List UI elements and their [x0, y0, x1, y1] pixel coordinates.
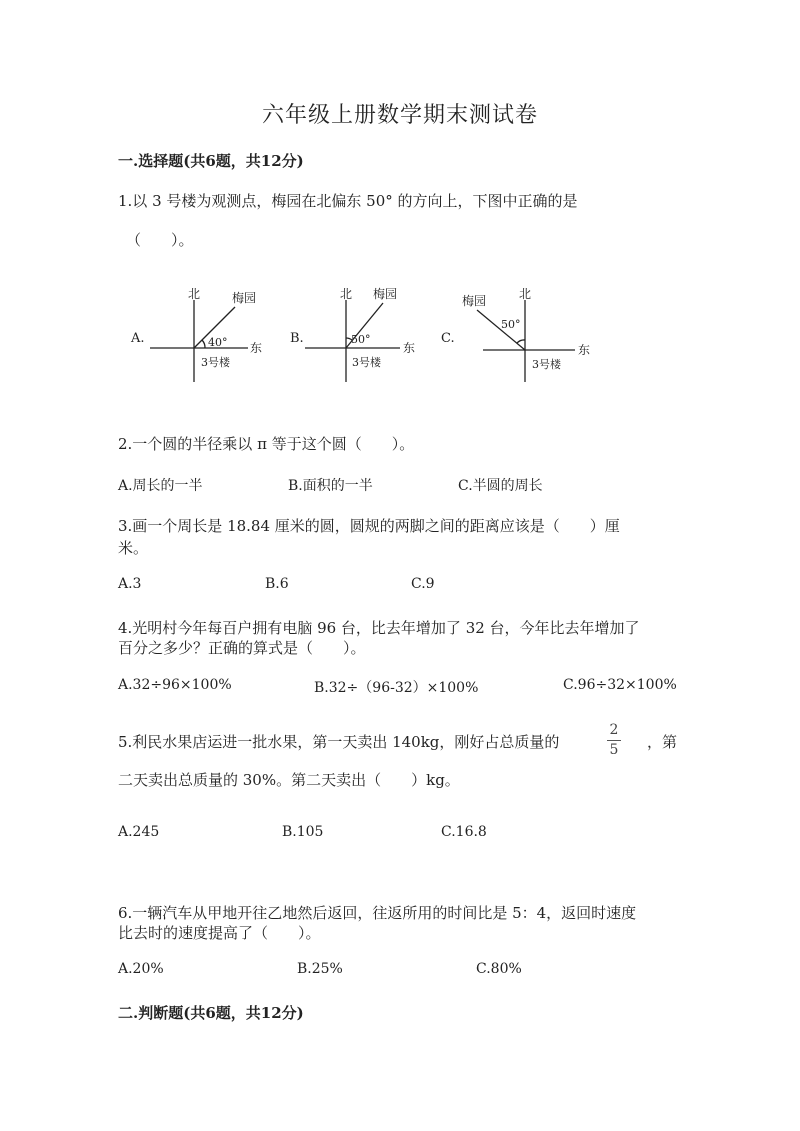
fig-b-building-label: 3号楼 [352, 356, 381, 369]
question-4-option-b[interactable]: B.32÷（96-32）×100% [314, 680, 479, 696]
question-2-option-b[interactable]: B.面积的一半 [288, 478, 373, 494]
fig-c-angle-arc [517, 340, 525, 343]
fig-a-north-label: 北 [188, 287, 201, 301]
question-2-option-c[interactable]: C.半圆的周长 [458, 478, 543, 494]
question-4-text: 4.光明村今年每百户拥有电脑 96 台，比去年增加了 32 台，今年比去年增加了 [118, 619, 640, 637]
question-2-text: 2.一个圆的半径乘以 π 等于这个圆（ ）。 [118, 435, 415, 453]
question-6-text: 6.一辆汽车从甲地开往乙地然后返回，往返所用的时间比是 5：4，返回时速度 [118, 904, 637, 922]
fig-b-north-label: 北 [340, 287, 353, 301]
question-4-text-cont: 百分之多少？正确的算式是（ ）。 [118, 639, 366, 657]
fig-c-garden-label: 梅园 [462, 294, 487, 308]
question-1-figures [0, 0, 800, 420]
fig-c-east-label: 东 [578, 343, 591, 357]
fig-c-north-label: 北 [519, 287, 532, 301]
fig-c-angle-label: 50° [501, 318, 521, 331]
fig-c-label: C. [441, 331, 455, 346]
fig-a-label: A. [131, 331, 145, 346]
question-3-option-b[interactable]: B.6 [265, 576, 289, 592]
question-3-option-c[interactable]: C.9 [411, 576, 435, 592]
fig-b-east-label: 东 [403, 341, 416, 355]
question-5-option-b[interactable]: B.105 [282, 824, 324, 840]
fig-a-east-label: 东 [250, 341, 263, 355]
fig-a-angle-arc [202, 340, 205, 348]
question-5-option-c[interactable]: C.16.8 [441, 824, 487, 840]
question-6-option-c[interactable]: C.80% [476, 961, 522, 977]
fig-c-building-label: 3号楼 [532, 358, 561, 371]
question-6-option-a[interactable]: A.20% [118, 961, 164, 977]
fraction-numerator: 2 [609, 722, 619, 738]
fraction-denominator: 5 [609, 742, 619, 758]
page-title: 六年级上册数学期末测试卷 [261, 103, 538, 128]
question-5-text-cont: 二天卖出总质量的 30%。第二天卖出（ ）kg。 [118, 771, 460, 789]
question-3-text: 3.画一个周长是 18.84 厘米的圆，圆规的两脚之间的距离应该是（ ）厘 [118, 517, 620, 535]
fig-b-angle-label: 50° [351, 333, 371, 346]
question-5-text-tail: ，第 [647, 733, 678, 751]
question-5-text: 5.利民水果店运进一批水果，第一天卖出 140kg，刚好占总质量的 [118, 733, 560, 751]
question-4-option-a[interactable]: A.32÷96×100% [118, 677, 232, 693]
fig-a-garden-label: 梅园 [232, 291, 257, 305]
fig-a-building-label: 3号楼 [201, 356, 230, 369]
question-3-text-cont: 米。 [118, 539, 149, 557]
question-6-text-cont: 比去时的速度提高了（ ）。 [118, 924, 321, 942]
question-5-fraction [604, 722, 624, 759]
question-3-option-a[interactable]: A.3 [118, 576, 142, 592]
question-1-text: 1.以 3 号楼为观测点，梅园在北偏东 50° 的方向上，下图中正确的是 [118, 192, 578, 210]
fraction-bar [607, 740, 621, 741]
question-1-blank: （ ）。 [126, 231, 194, 249]
section-heading-judgement: 二.判断题(共6题，共12分) [118, 1004, 304, 1022]
question-5-option-a[interactable]: A.245 [118, 824, 160, 840]
section-heading-choice: 一.选择题(共6题，共12分) [118, 152, 304, 170]
fig-b-garden-label: 梅园 [373, 287, 398, 301]
question-2-option-a[interactable]: A.周长的一半 [118, 478, 203, 494]
question-4-option-c[interactable]: C.96÷32×100% [563, 677, 677, 693]
fig-b-label: B. [290, 331, 304, 346]
fig-a-angle-label: 40° [208, 336, 228, 349]
question-6-option-b[interactable]: B.25% [297, 961, 343, 977]
